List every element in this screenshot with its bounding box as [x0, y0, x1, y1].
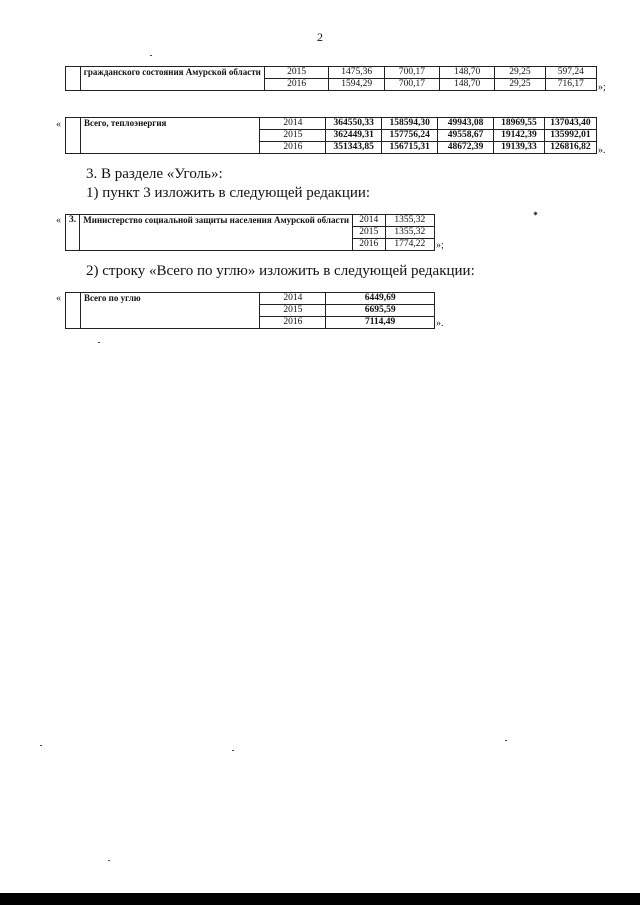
row-name: Всего, теплоэнергия	[80, 118, 260, 154]
value-cell: 135992,01	[544, 130, 596, 142]
scan-border	[0, 893, 640, 905]
year-cell: 2015	[353, 227, 386, 239]
row-name: гражданского состояния Амурской области	[80, 67, 264, 91]
value-cell: 148,70	[440, 79, 495, 91]
table-coal-item-3	[65, 214, 435, 251]
open-quote: «	[56, 119, 61, 130]
value-cell: 351343,85	[326, 142, 382, 154]
value-cell: 29,25	[495, 79, 545, 91]
scan-speck	[40, 745, 42, 746]
value-cell: 362449,31	[326, 130, 382, 142]
value-cell: 1355,32	[385, 215, 434, 227]
close-quote: ».	[436, 318, 444, 329]
instruction-item-2: 2) строку «Всего по углю» изложить в следующей редакции:	[86, 263, 475, 279]
year-cell: 2016	[353, 239, 386, 251]
section-heading: 3. В разделе «Уголь»:	[86, 166, 223, 182]
year-cell: 2015	[260, 130, 326, 142]
row-name: Министерство социальной защиты населения Амурской области	[80, 215, 353, 251]
scan-speck	[232, 750, 234, 751]
instruction-item-1: 1) пункт 3 изложить в следующей редакции:	[86, 185, 371, 201]
table-row	[66, 293, 435, 305]
value-cell: 48672,39	[438, 142, 494, 154]
open-quote: «	[56, 293, 61, 304]
year-cell: 2015	[264, 67, 329, 79]
num-cell: 3.	[66, 215, 80, 251]
table-row	[66, 67, 597, 79]
value-cell: 364550,33	[326, 118, 382, 130]
page-number: 2	[317, 30, 323, 44]
table-coal-total	[65, 292, 435, 329]
close-quote: »;	[598, 82, 606, 93]
table-row	[66, 215, 435, 227]
table-heat-total	[65, 117, 597, 154]
value-cell: 19139,33	[494, 142, 545, 154]
value-cell: 700,17	[384, 79, 439, 91]
year-cell: 2016	[264, 79, 329, 91]
scan-speck	[150, 55, 152, 56]
value-cell: 49943,08	[438, 118, 494, 130]
row-name: Всего по углю	[80, 293, 260, 329]
scan-speck	[108, 860, 110, 861]
value-cell: 137043,40	[544, 118, 596, 130]
value-cell: 1774,22	[385, 239, 434, 251]
scan-speck	[533, 211, 537, 215]
scan-speck	[505, 740, 507, 741]
close-quote: »;	[436, 240, 444, 251]
value-cell: 156715,31	[382, 142, 438, 154]
value-cell: 148,70	[440, 67, 495, 79]
value-cell: 597,24	[545, 67, 596, 79]
value-cell: 158594,30	[382, 118, 438, 130]
value-cell: 6449,69	[326, 293, 435, 305]
year-cell: 2016	[260, 317, 326, 329]
value-cell: 18969,55	[494, 118, 545, 130]
table-row	[66, 118, 597, 130]
scan-speck	[98, 342, 100, 343]
table-continuation	[65, 66, 597, 91]
value-cell: 1355,32	[385, 227, 434, 239]
num-cell	[66, 293, 81, 329]
year-cell: 2016	[260, 142, 326, 154]
value-cell: 700,17	[384, 67, 439, 79]
value-cell: 716,17	[545, 79, 596, 91]
value-cell: 157756,24	[382, 130, 438, 142]
value-cell: 29,25	[495, 67, 545, 79]
num-cell	[66, 67, 81, 91]
value-cell: 6695,59	[326, 305, 435, 317]
year-cell: 2014	[353, 215, 386, 227]
value-cell: 126816,82	[544, 142, 596, 154]
year-cell: 2014	[260, 118, 326, 130]
close-quote: ».	[598, 145, 606, 156]
value-cell: 7114,49	[326, 317, 435, 329]
num-cell	[66, 118, 81, 154]
value-cell: 1475,36	[329, 67, 384, 79]
value-cell: 49558,67	[438, 130, 494, 142]
value-cell: 19142,39	[494, 130, 545, 142]
year-cell: 2015	[260, 305, 326, 317]
open-quote: «	[56, 215, 61, 226]
value-cell: 1594,29	[329, 79, 384, 91]
year-cell: 2014	[260, 293, 326, 305]
